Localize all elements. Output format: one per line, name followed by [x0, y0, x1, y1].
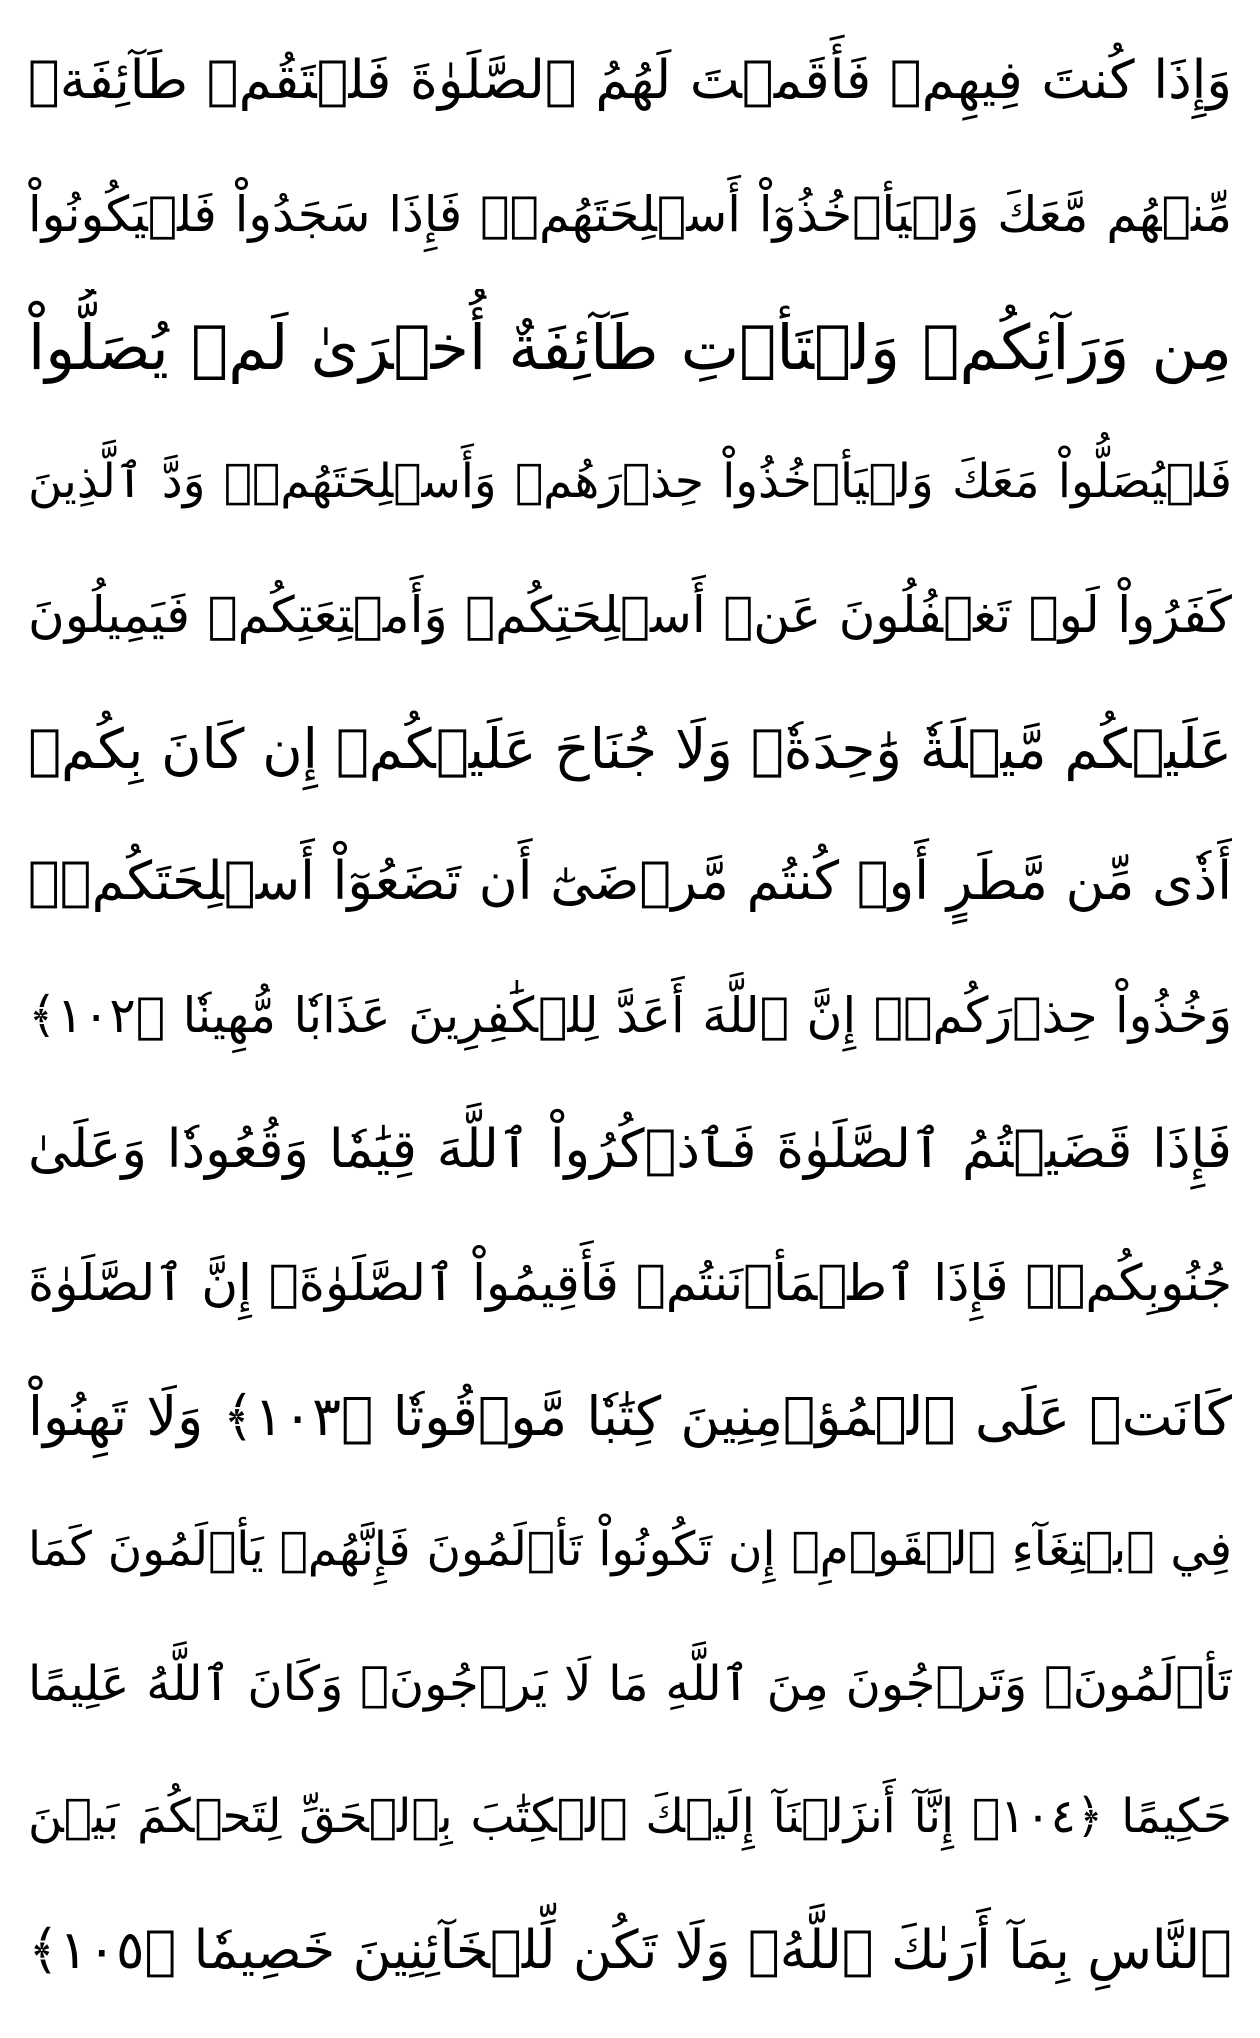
quran-text-block: [28, 22, 1232, 2010]
quran-line-6: عَلَيۡكُم مَّيۡلَةٗ وَٰحِدَةٗۚ وَلَا جُنَاحَ عَلَيۡكُمۡ إِن كَانَ بِكُمۡ: [28, 716, 1232, 781]
quran-line-15: ٱلنَّاسِ بِمَآ أَرَىٰكَ ٱللَّهُۚ وَلَا تَكُن لِّلۡخَآئِنِينَ خَصِيمٗا ﴿١٠٥﴾: [28, 1919, 1232, 1981]
quran-line-12: فِي ٱبۡتِغَآءِ ٱلۡقَوۡمِۖ إِن تَكُونُواْ تَأۡلَمُونَ فَإِنَّهُمۡ يَأۡلَمُونَ كَمَا: [28, 1522, 1232, 1578]
quran-line-7: أَذٗى مِّن مَّطَرٍ أَوۡ كُنتُم مَّرۡضَىٰٓ أَن تَضَعُوٓاْ أَسۡلِحَتَكُمۡۖ: [28, 851, 1232, 913]
quran-line-2: مِّنۡهُم مَّعَكَ وَلۡيَأۡخُذُوٓاْ أَسۡلِحَتَهُمۡۖ فَإِذَا سَجَدُواْ فَلۡيَكُونُواْ: [28, 185, 1232, 243]
quran-line-8: وَخُذُواْ حِذۡرَكُمۡۗ إِنَّ ٱللَّهَ أَعَدَّ لِلۡكَٰفِرِينَ عَذَابٗا مُّهِينٗا ﴿١٠٢﴾: [28, 986, 1232, 1044]
quran-line-1: وَإِذَا كُنتَ فِيهِمۡ فَأَقَمۡتَ لَهُمُ ٱلصَّلَوٰةَ فَلۡتَقُمۡ طَآئِفَةٞ: [28, 50, 1232, 111]
quran-line-4: فَلۡيُصَلُّواْ مَعَكَ وَلۡيَأۡخُذُواْ حِذۡرَهُمۡ وَأَسۡلِحَتَهُمۡۗ وَدَّ ٱلَّذِينَ: [28, 453, 1232, 509]
quran-line-13: تَأۡلَمُونَۖ وَتَرۡجُونَ مِنَ ٱللَّهِ مَا لَا يَرۡجُونَۗ وَكَانَ ٱللَّهُ عَلِيمًا: [28, 1655, 1232, 1712]
quran-line-14: حَكِيمًا ﴿١٠٤﴾ إِنَّآ أَنزَلۡنَآ إِلَيۡكَ ٱلۡكِتَٰبَ بِٱلۡحَقِّ لِتَحۡكُمَ بَيۡنَ: [28, 1789, 1232, 1845]
quran-line-5: كَفَرُواْ لَوۡ تَغۡفُلُونَ عَنۡ أَسۡلِحَتِكُمۡ وَأَمۡتِعَتِكُمۡ فَيَمِيلُونَ: [28, 586, 1232, 645]
quran-line-11: كَانَتۡ عَلَى ٱلۡمُؤۡمِنِينَ كِتَٰبٗا مَّوۡقُوتٗا ﴿١٠٣﴾ وَلَا تَهِنُواْ: [28, 1384, 1232, 1448]
quran-line-3: مِن وَرَآئِكُمۡ وَلۡتَأۡتِ طَآئِفَةٌ أُخۡرَىٰ لَمۡ يُصَلُّواْ: [28, 311, 1232, 385]
quran-line-9: فَإِذَا قَضَيۡتُمُ ٱلصَّلَوٰةَ فَٱذۡكُرُواْ ٱللَّهَ قِيَٰمٗا وَقُعُودٗا وَعَلَىٰ: [28, 1118, 1232, 1180]
quran-line-10: جُنُوبِكُمۡۚ فَإِذَا ٱطۡمَأۡنَنتُمۡ فَأَقِيمُواْ ٱلصَّلَوٰةَۚ إِنَّ ٱلصَّلَوٰةَ: [28, 1254, 1232, 1313]
